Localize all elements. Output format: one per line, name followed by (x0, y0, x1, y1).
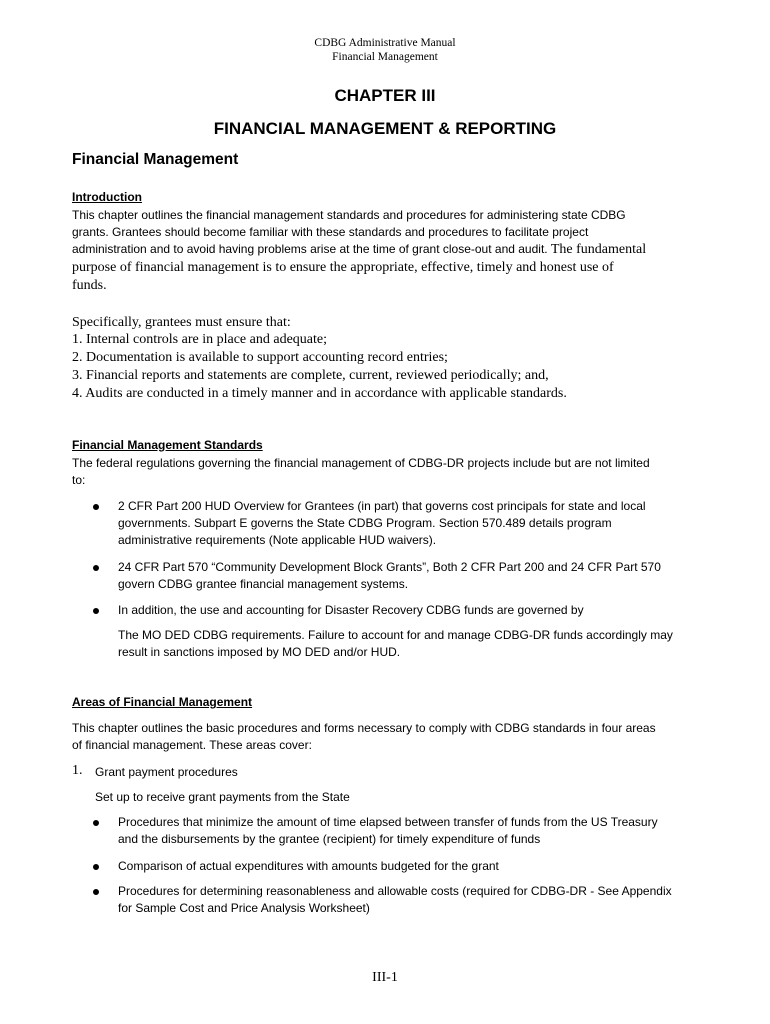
intro-line3a: administration and to avoid having problems arise at the time of grant close-out and audit. (72, 242, 548, 256)
areas-bullet2: Comparison of actual expenditures with amounts budgeted for the grant (118, 859, 499, 873)
intro-line1: This chapter outlines the financial management standards and procedures for administering state CDBG (72, 208, 626, 222)
areas-bullet1-line1: Procedures that minimize the amount of time elapsed between transfer of funds from the US Treasury (118, 815, 658, 829)
areas-line1: This chapter outlines the basic procedures and forms necessary to comply with CDBG standards in four areas (72, 721, 656, 735)
intro-item-2: 2. Documentation is available to support accounting record entries; (72, 350, 448, 365)
intro-item-1: 1. Internal controls are in place and adequate; (72, 332, 327, 347)
areas-heading: Areas of Financial Management (72, 695, 253, 709)
standards-line1: The federal regulations governing the financial management of CDBG-DR projects include but are not limited (72, 456, 650, 470)
intro-line3 (72, 241, 646, 258)
intro-line2: grants. Grantees should become familiar with these standards and procedures to facilitate project (72, 225, 589, 239)
areas-bullet3-line2: for Sample Cost and Price Analysis Worksheet) (118, 901, 370, 915)
bullet-icon (93, 565, 99, 571)
standards-heading: Financial Management Standards (72, 438, 263, 452)
standards-bullet1-line1: 2 CFR Part 200 HUD Overview for Grantees (in part) that governs cost principals for state and local (118, 499, 646, 513)
standards-bullet3: In addition, the use and accounting for Disaster Recovery CDBG funds are governed by (118, 603, 584, 617)
standards-bullet2-line2: govern CDBG grantee financial management systems. (118, 577, 409, 591)
standards-bullet3-cont-line2: result in sanctions imposed by MO DED and/or HUD. (118, 645, 401, 659)
chapter-title: FINANCIAL MANAGEMENT & REPORTING (213, 119, 557, 138)
areas-bullet3-line1: Procedures for determining reasonableness and allowable costs (required for CDBG-DR - See Appendix (118, 884, 672, 898)
standards-bullet3-cont-line1: The MO DED CDBG requirements. Failure to account for and manage CDBG-DR funds accordingly may (118, 628, 673, 642)
intro-item-3: 3. Financial reports and statements are complete, current, reviewed periodically; and, (72, 368, 549, 383)
intro-line5: funds. (72, 278, 107, 293)
areas-line2: of financial management. These areas cover: (72, 738, 312, 752)
running-header-line2: Financial Management (332, 51, 438, 63)
running-header-line1: CDBG Administrative Manual (314, 37, 456, 49)
page-number: III-1 (372, 970, 398, 985)
standards-bullet1-line3: administrative requirements (Note applicable HUD waivers). (118, 533, 437, 547)
standards-bullet2-line1: 24 CFR Part 570 “Community Development Block Grants”, Both 2 CFR Part 200 and 24 CFR Part 570 (118, 560, 661, 574)
areas-setup: Set up to receive grant payments from the State (95, 790, 350, 804)
bullet-icon (93, 608, 99, 614)
intro-line3b: The fundamental (547, 242, 647, 257)
chapter-number: CHAPTER III (334, 86, 436, 105)
section-title: Financial Management (72, 151, 239, 168)
bullet-icon (93, 864, 99, 870)
intro-line4: purpose of financial management is to ensure the appropriate, effective, timely and honest use of (72, 260, 614, 275)
intro-item-4: 4. Audits are conducted in a timely manner and in accordance with applicable standards. (72, 386, 567, 401)
areas-bullet1-line2: and the disbursements by the grantee (recipient) for timely expenditure of funds (118, 832, 541, 846)
standards-bullet1-line2: governments. Subpart E governs the State CDBG Program. Section 570.489 details program (118, 516, 612, 530)
intro-specifically: Specifically, grantees must ensure that: (72, 315, 291, 330)
bullet-icon (93, 820, 99, 826)
bullet-icon (93, 889, 99, 895)
standards-line2: to: (72, 473, 86, 487)
introduction-heading: Introduction (72, 190, 142, 204)
areas-item1-label: Grant payment procedures (95, 765, 238, 779)
bullet-icon (93, 504, 99, 510)
areas-item1-number: 1. (72, 763, 83, 778)
